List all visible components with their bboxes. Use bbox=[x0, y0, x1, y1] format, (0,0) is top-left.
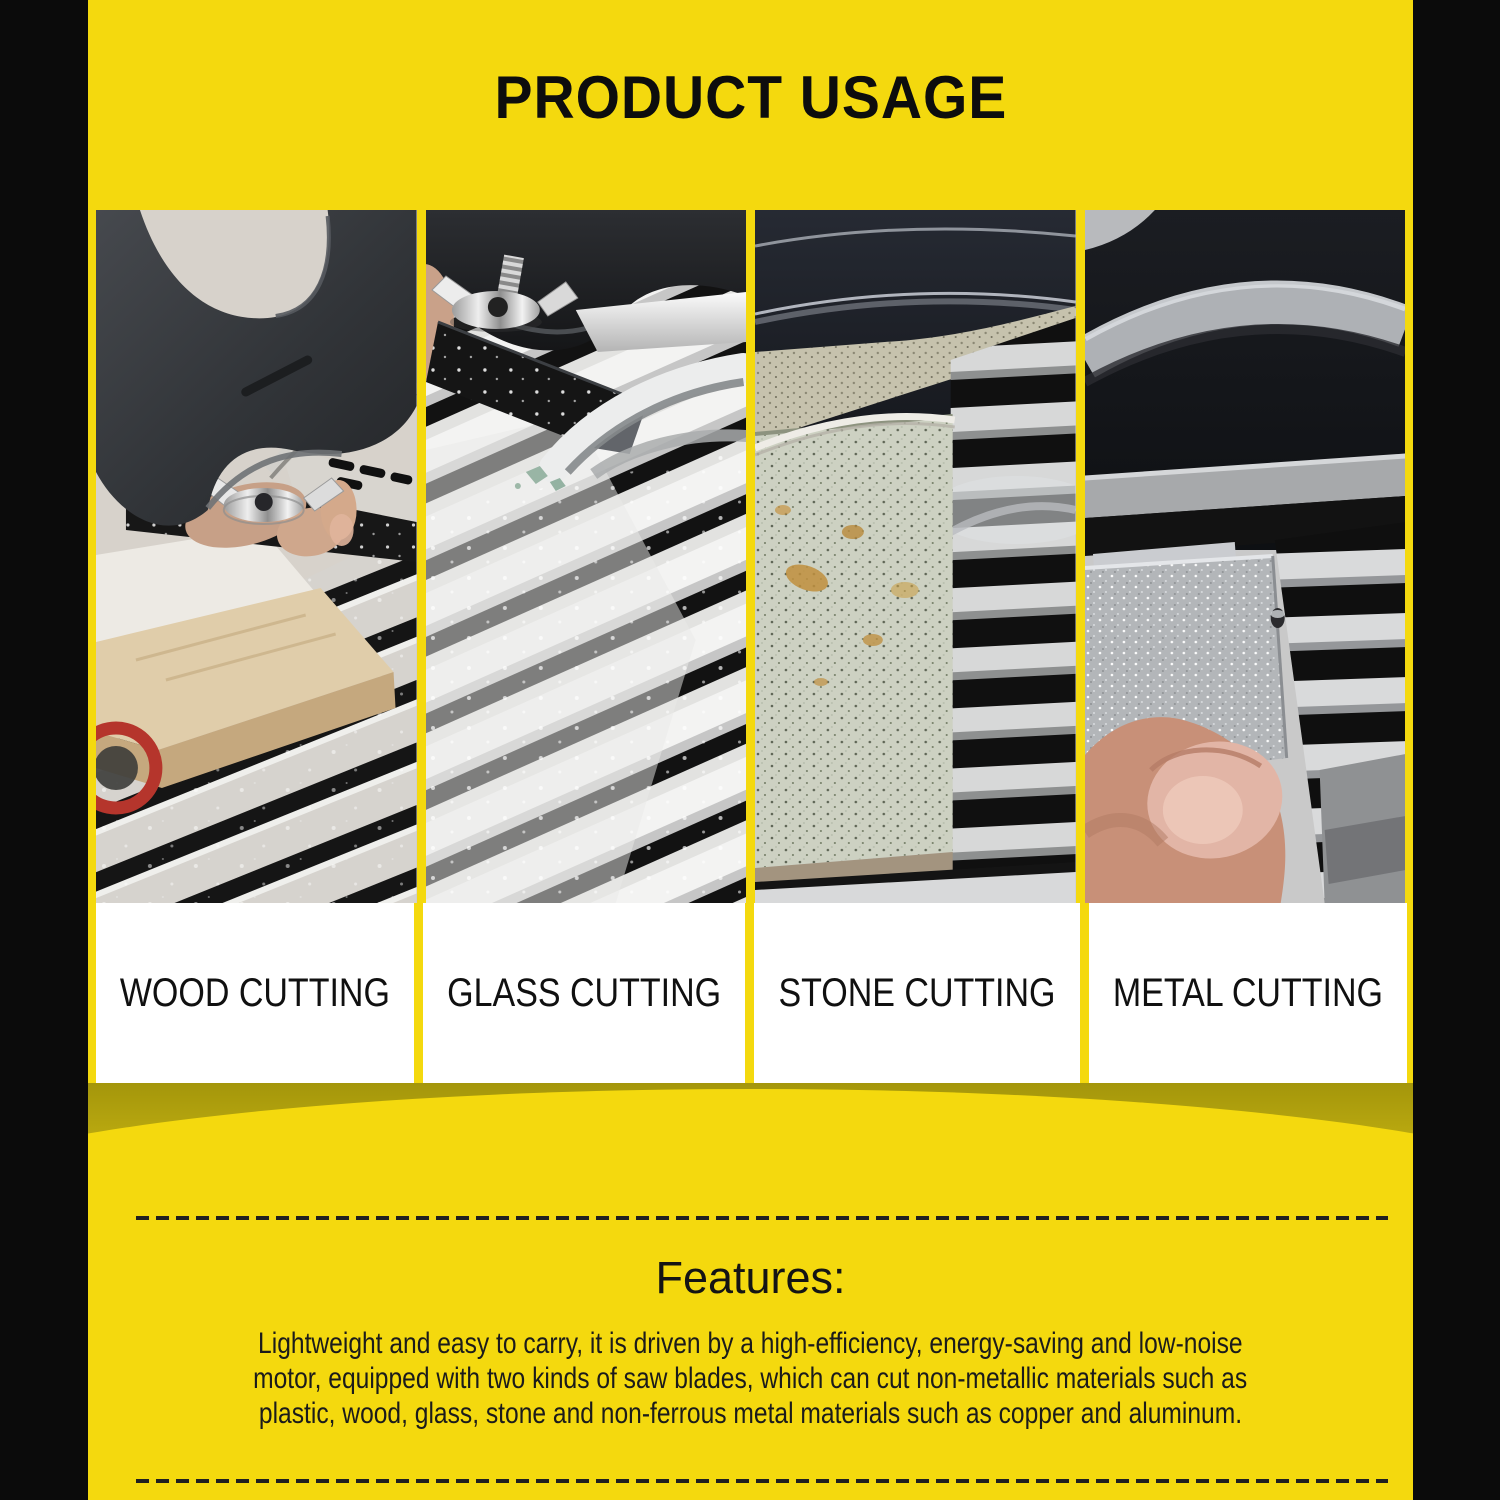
features-line-2 bbox=[88, 1361, 1413, 1396]
table-side-wedge bbox=[1319, 754, 1405, 903]
label-card-stone bbox=[754, 903, 1080, 1083]
usage-photo-strip bbox=[96, 210, 1405, 903]
glass-dust-speckles bbox=[426, 450, 747, 903]
page-title-text: PRODUCT USAGE bbox=[494, 64, 1007, 131]
wood-cutting-photo bbox=[96, 210, 417, 903]
features-line-3 bbox=[88, 1396, 1413, 1431]
fold-curve bbox=[88, 1089, 1413, 1223]
dashed-divider-bottom bbox=[136, 1479, 1388, 1483]
features-line-2-text: motor, equipped with two kinds of saw blades, which can cut non-metallic materials such as bbox=[253, 1362, 1248, 1395]
stone-cutting-photo bbox=[755, 210, 1076, 903]
label-card-glass bbox=[423, 903, 745, 1083]
striped-saw-table bbox=[951, 318, 1076, 903]
glass-cutting-label: GLASS CUTTING bbox=[446, 970, 721, 1015]
stone-cutting-label: STONE CUTTING bbox=[778, 970, 1056, 1015]
features-line-1-text: Lightweight and easy to carry, it is driven by a high-efficiency, energy-saving and low-noise bbox=[258, 1327, 1243, 1360]
wood-cutting-illustration bbox=[96, 210, 417, 903]
product-sheet bbox=[88, 0, 1413, 1500]
features-paragraph bbox=[88, 1326, 1413, 1431]
metal-cutting-illustration bbox=[1085, 210, 1406, 903]
wood-cutting-label: WOOD CUTTING bbox=[119, 970, 390, 1015]
granite-stone-block bbox=[755, 416, 953, 868]
glass-cutting-photo bbox=[426, 210, 747, 903]
glass-cutting-illustration bbox=[426, 210, 747, 903]
features-line-3-text: plastic, wood, glass, stone and non-ferrous metal materials such as copper and aluminum. bbox=[258, 1397, 1243, 1430]
label-card-wood bbox=[96, 903, 414, 1083]
dashed-divider-top bbox=[136, 1216, 1388, 1220]
features-line-1 bbox=[88, 1326, 1413, 1361]
features-heading: Features: bbox=[655, 1252, 846, 1303]
usage-label-row bbox=[96, 903, 1405, 1083]
metal-cutting-photo bbox=[1085, 210, 1406, 903]
page-title bbox=[88, 66, 1413, 130]
stone-cutting-illustration bbox=[755, 210, 1076, 903]
metal-cutting-label: METAL CUTTING bbox=[1112, 970, 1383, 1015]
label-card-metal bbox=[1089, 903, 1407, 1083]
fold-shadow-band bbox=[88, 1083, 1413, 1223]
